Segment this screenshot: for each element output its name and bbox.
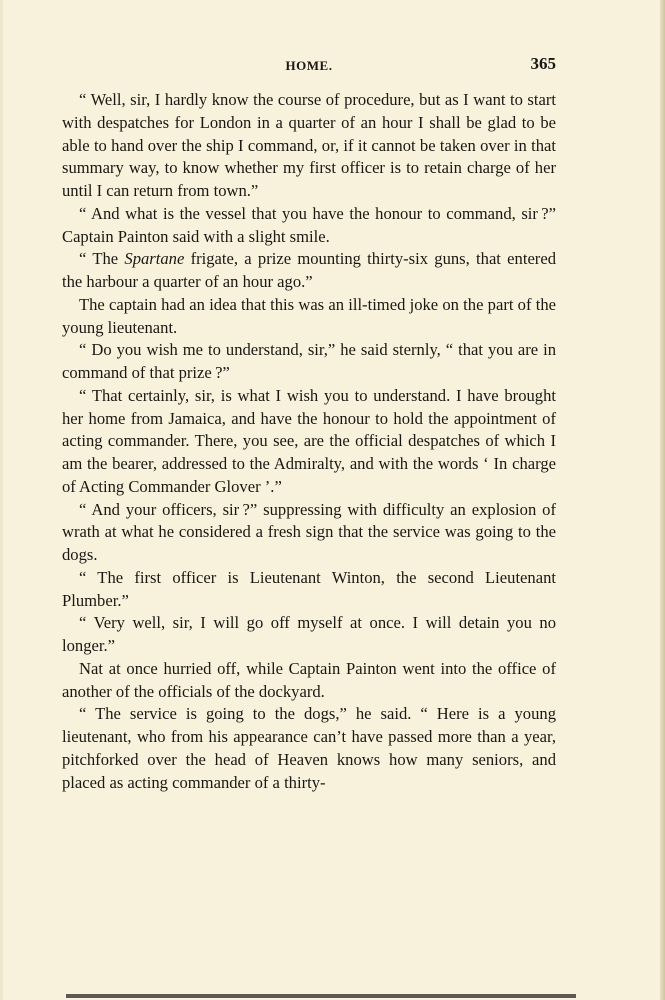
paragraph-7: “ And your officers, sir ?” suppressing with difficulty an explosion of wrath at what he considered a fresh sign that the service was going to the dogs. — [62, 499, 556, 564]
paragraph-10: Nat at once hurried off, while Captain Painton went into the office of another of the officials of the dockyard. — [62, 658, 556, 701]
paragraph-3-rest: frigate, a prize mounting thirty-six guns, that entered the harbour a quarter of an hour ago.” — [62, 249, 556, 291]
body-text — [62, 89, 556, 794]
paragraph-11: “ The service is going to the dogs,” he said. “ Here is a young lieutenant, who from his appearance can’t have passed more than a year, pitchforked over the head of Heaven knows how many seniors, and placed as acting commander of a thirty- — [62, 704, 556, 792]
ship-name: Spartane — [124, 249, 185, 269]
paragraph-3-start: “ The — [79, 249, 125, 269]
paragraph-2: “ And what is the vessel that you have the honour to command, sir ?” Captain Painton said with a slight smile. — [62, 203, 556, 246]
page-header — [62, 54, 556, 76]
paragraph-4: The captain had an idea that this was an ill-timed joke on the part of the young lieutenant. — [62, 294, 556, 337]
page-right-edge — [660, 0, 665, 1000]
paragraph-5: “ Do you wish me to understand, sir,” he said sternly, “ that you are in command of that prize ?” — [62, 340, 556, 382]
paragraph-6: “ That certainly, sir, is what I wish you to understand. I have brought her home from Jamaica, and have the honour to hold the appointment of acting commander. There, you see, are the official despatches of which I am the bearer, addressed to the Admiralty, and with the words ‘ In charge of Acting Commander Glover ’.” — [62, 385, 556, 496]
bottom-scan-edge — [66, 994, 576, 998]
running-head: HOME. — [285, 58, 333, 73]
page-number: 365 — [530, 54, 556, 73]
page-left-edge — [0, 0, 3, 1000]
paragraph-1: “ Well, sir, I hardly know the course of procedure, but as I want to start with despatches for London in a quarter of an hour I shall be glad to be able to hand over the ship I command, or, if it cannot be taken over in that summary way, to know whether my first officer is to retain charge of her until I can return from town.” — [62, 90, 556, 200]
paragraph-8: “ The first officer is Lieutenant Winton, the second Lieutenant Plumber.” — [62, 567, 556, 610]
paragraph-9: “ Very well, sir, I will go off myself at once. I will detain you no longer.” — [62, 613, 556, 655]
paragraph-3 — [62, 248, 556, 294]
